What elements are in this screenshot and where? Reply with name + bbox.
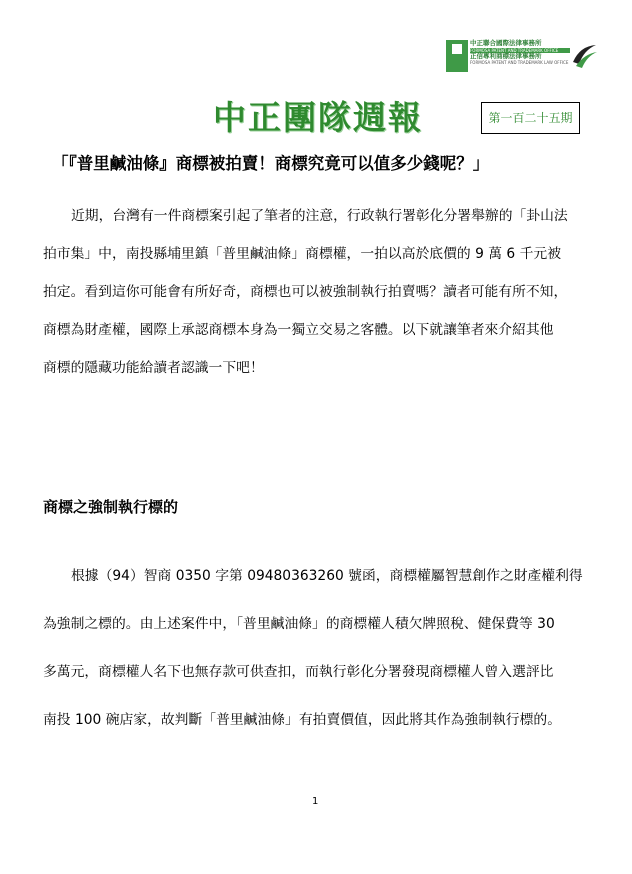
page-number: 1 bbox=[312, 796, 319, 807]
intro-line: 商標的隱藏功能給讀者認識一下吧！ bbox=[43, 360, 264, 376]
section-line: 多萬元，商標權人名下也無存款可供查扣，而執行彰化分署發現商標權人曾入選評比 bbox=[43, 664, 554, 680]
article-headline: 「『普里鹹油條』商標被拍賣！商標究竟可以值多少錢呢？」 bbox=[52, 154, 490, 173]
logo-emblem bbox=[446, 40, 468, 72]
logo-org-line1: 中正聯合國際法律事務所 bbox=[470, 39, 542, 47]
intro-line: 近期，台灣有一件商標案引起了筆者的注意，行政執行署彰化分署舉辦的「卦山法 bbox=[71, 208, 568, 224]
section-title: 商標之強制執行標的 bbox=[43, 498, 179, 516]
section-line: 南投 100 碗店家，故判斷「普里鹹油條」有拍賣價值，因此將其作為強制執行標的。 bbox=[43, 712, 561, 728]
masthead-title: 中正團隊週報 bbox=[213, 98, 423, 137]
logo-org-line2: FORMOSA PATENT AND TRADEMARK OFFICE bbox=[470, 48, 570, 53]
logo-text bbox=[470, 40, 570, 65]
logo-org-line3: 正信專利商標法律事務所 bbox=[470, 51, 542, 60]
firm-logo bbox=[446, 40, 596, 76]
intro-line: 拍定。看到這你可能會有所好奇，商標也可以被強制執行拍賣嗎？讀者可能有所不知， bbox=[43, 284, 568, 300]
logo-org-line4: FORMOSA PATENT AND TRADEMARK LAW OFFICE bbox=[470, 60, 569, 65]
logo-swoosh-icon bbox=[570, 42, 598, 70]
logo-cross-icon bbox=[452, 44, 462, 54]
section-line: 根據（94）智商 0350 字第 09480363260 號函，商標權屬智慧創作之財產權利得 bbox=[71, 568, 583, 584]
issue-number-box: 第一百二十五期 bbox=[481, 102, 580, 134]
section-line: 為強制之標的。由上述案件中，「普里鹹油條」的商標權人積欠牌照稅、健保費等 30 bbox=[43, 616, 555, 632]
intro-line: 商標為財產權，國際上承認商標本身為一獨立交易之客體。以下就讓筆者來介紹其他 bbox=[43, 322, 554, 338]
intro-line: 拍市集」中，南投縣埔里鎮「普里鹹油條」商標權，一拍以高於底價的 9 萬 6 千元被 bbox=[43, 246, 561, 262]
